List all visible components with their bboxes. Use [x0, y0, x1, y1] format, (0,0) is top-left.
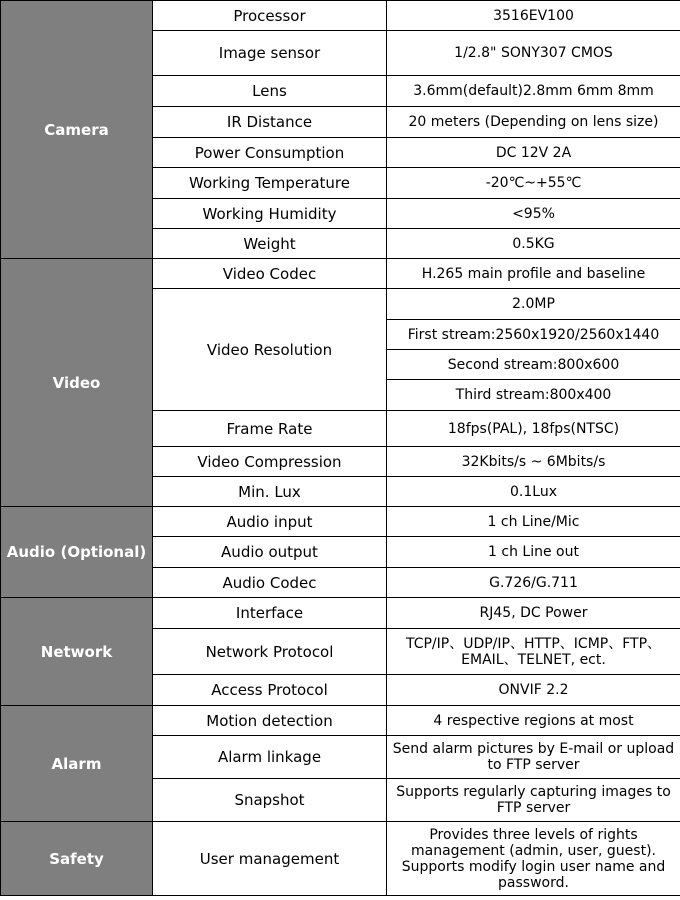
spec-value: 20 meters (Depending on lens size) [387, 107, 680, 138]
spec-label: Audio output [153, 537, 387, 568]
spec-value: Provides three levels of rights management (admin, user, guest). Supports modify login user name and password. [387, 822, 680, 896]
spec-label: Power Consumption [153, 138, 387, 168]
spec-value: Send alarm pictures by E-mail or upload to FTP server [387, 736, 680, 779]
spec-value: 18fps(PAL), 18fps(NTSC) [387, 411, 680, 447]
category-alarm: Alarm [1, 706, 153, 822]
category-audio: Audio (Optional) [1, 507, 153, 598]
spec-value: Second stream:800x600 [387, 350, 680, 380]
spec-label: Video Resolution [153, 289, 387, 411]
spec-label: Working Humidity [153, 199, 387, 229]
category-safety: Safety [1, 822, 153, 896]
spec-value: 2.0MP [387, 289, 680, 320]
spec-value: First stream:2560x1920/2560x1440 [387, 320, 680, 350]
spec-value: DC 12V 2A [387, 138, 680, 168]
spec-label: Video Compression [153, 447, 387, 477]
spec-value: 32Kbits/s ~ 6Mbits/s [387, 447, 680, 477]
spec-label: IR Distance [153, 107, 387, 138]
spec-value: 3516EV100 [387, 1, 680, 31]
spec-label: Lens [153, 76, 387, 107]
spec-label: Weight [153, 229, 387, 259]
spec-label: Motion detection [153, 706, 387, 736]
spec-value: 1 ch Line/Mic [387, 507, 680, 537]
spec-value: 3.6mm(default)2.8mm 6mm 8mm [387, 76, 680, 107]
spec-value: ONVIF 2.2 [387, 675, 680, 706]
spec-label: Image sensor [153, 31, 387, 76]
table-row [1, 822, 680, 896]
spec-value: <95% [387, 199, 680, 229]
spec-label: Access Protocol [153, 675, 387, 706]
spec-label: Working Temperature [153, 168, 387, 199]
table-row [1, 507, 680, 537]
spec-value: 0.5KG [387, 229, 680, 259]
spec-label: Snapshot [153, 779, 387, 822]
spec-label: Network Protocol [153, 629, 387, 675]
category-camera: Camera [1, 1, 153, 259]
spec-value: 1 ch Line out [387, 537, 680, 568]
spec-value: H.265 main profile and baseline [387, 259, 680, 289]
spec-label: Video Codec [153, 259, 387, 289]
spec-value: -20℃~+55℃ [387, 168, 680, 199]
spec-label: Interface [153, 598, 387, 629]
spec-label: Audio input [153, 507, 387, 537]
spec-label: Min. Lux [153, 477, 387, 507]
spec-value: Supports regularly capturing images to FTP server [387, 779, 680, 822]
spec-value: 1/2.8" SONY307 CMOS [387, 31, 680, 76]
category-network: Network [1, 598, 153, 706]
spec-value: G.726/G.711 [387, 568, 680, 598]
table-row [1, 1, 680, 31]
spec-value: 4 respective regions at most [387, 706, 680, 736]
spec-label: Alarm linkage [153, 736, 387, 779]
spec-label: Frame Rate [153, 411, 387, 447]
table-row [1, 706, 680, 736]
spec-value: 0.1Lux [387, 477, 680, 507]
spec-value: TCP/IP、UDP/IP、HTTP、ICMP、FTP、EMAIL、TELNET, ect. [387, 629, 680, 675]
table-row [1, 598, 680, 629]
spec-value: RJ45, DC Power [387, 598, 680, 629]
table-row [1, 259, 680, 289]
spec-label: Audio Codec [153, 568, 387, 598]
spec-label: User management [153, 822, 387, 896]
spec-value: Third stream:800x400 [387, 380, 680, 411]
category-video: Video [1, 259, 153, 507]
spec-label: Processor [153, 1, 387, 31]
